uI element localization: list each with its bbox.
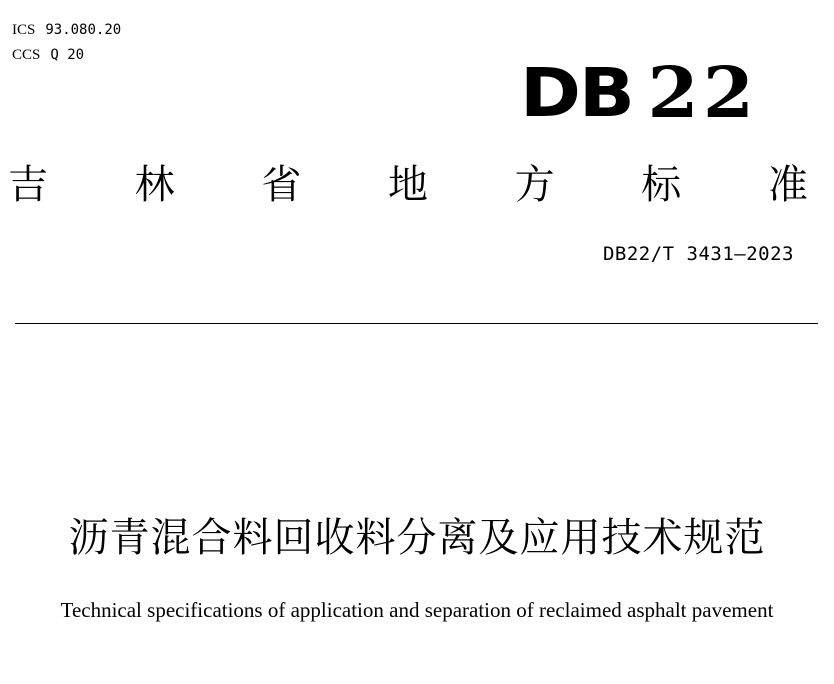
ccs-label: CCS xyxy=(12,47,41,63)
document-title-english: Technical specifications of application and separation of reclaimed asphalt pavement xyxy=(60,598,774,622)
header-title xyxy=(8,160,808,210)
ccs-code: Q 20 xyxy=(50,47,85,63)
header-char: 林 xyxy=(134,162,175,208)
header-char: 地 xyxy=(387,162,428,208)
db-standard-logo xyxy=(520,51,759,134)
logo-db-text: DB xyxy=(520,54,633,132)
ics-label: ICS xyxy=(12,22,36,38)
header-char: 准 xyxy=(767,162,808,208)
header-char: 省 xyxy=(261,162,302,208)
logo-number: 22 xyxy=(647,51,759,134)
standard-number: DB22/T 3431—2023 xyxy=(602,243,794,265)
ics-classification xyxy=(12,22,121,38)
header-divider xyxy=(15,323,818,324)
header-char: 吉 xyxy=(8,162,48,208)
ccs-classification xyxy=(12,47,84,63)
header-char: 方 xyxy=(514,162,555,208)
document-title-chinese: 沥青混合料回收料分离及应用技术规范 xyxy=(68,515,766,561)
ics-code: 93.080.20 xyxy=(45,22,122,38)
header-char: 标 xyxy=(641,162,682,208)
